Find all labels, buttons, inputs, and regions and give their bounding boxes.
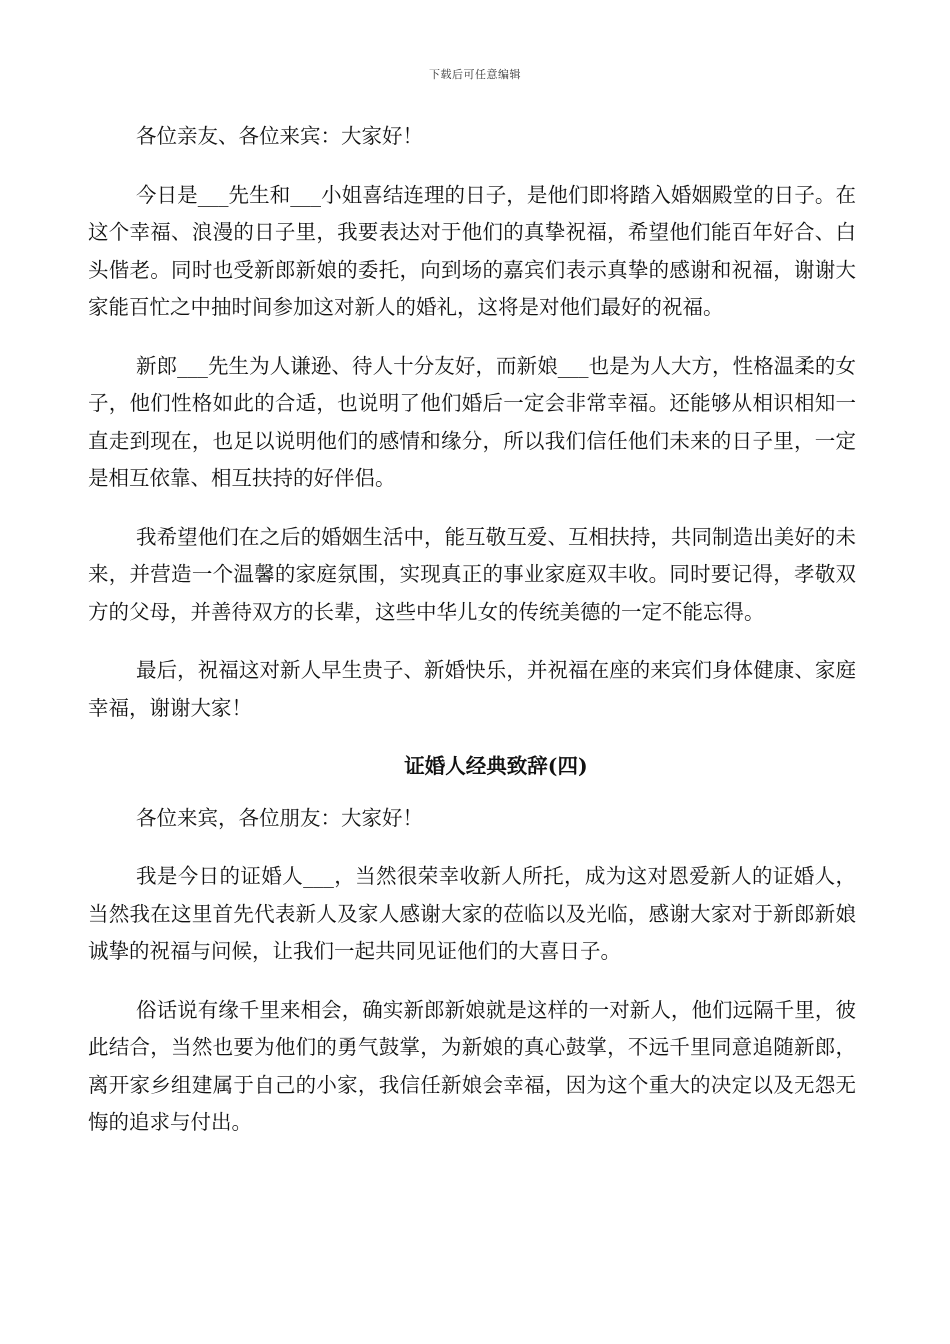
body-paragraph: 俗话说有缘千里来相会，确实新郎新娘就是这样的一对新人，他们远隔千里，彼此结合，当然也要为他们的勇气鼓掌，为新娘的真心鼓掌，不远千里同意追随新郎，离开家乡组建属于自己的小家，我信任新娘会幸福，因为这个重大的决定以及无怨无悔的追求与付出。 xyxy=(88,997,856,1134)
section-title: 证婚人经典致辞(四) xyxy=(404,754,588,778)
header-note: 下载后可任意编辑 xyxy=(429,68,521,81)
body-paragraph: 新郎___先生为人谦逊、待人十分友好，而新娘___也是为人大方，性格温柔的女子，他们性格如此的合适，也说明了他们婚后一定会非常幸福。还能够从相识相知一直走到现在，也足以说明他们的感情和缘分，所以我们信任他们未来的日子里，一定是相互依靠、相互扶持的好伴侣。 xyxy=(88,353,856,490)
greeting-paragraph: 各位来宾，各位朋友：大家好！ xyxy=(136,805,423,830)
body-paragraph: 今日是___先生和___小姐喜结连理的日子，是他们即将踏入婚姻殿堂的日子。在这个幸福、浪漫的日子里，我要表达对于他们的真挚祝福，希望他们能百年好合、白头偕老。同时也受新郎新娘的委托，向到场的嘉宾们表示真挚的感谢和祝福，谢谢大家能百忙之中抽时间参加这对新人的婚礼，这将是对他们最好的祝福。 xyxy=(88,182,856,319)
closing-paragraph: 最后，祝福这对新人早生贵子、新婚快乐，并祝福在座的来宾们身体健康、家庭幸福，谢谢大家！ xyxy=(88,658,856,720)
greeting-paragraph: 各位亲友、各位来宾：大家好！ xyxy=(136,124,423,148)
body-paragraph: 我是今日的证婚人___，当然很荣幸收新人所托，成为这对恩爱新人的证婚人，当然我在这里首先代表新人及家人感谢大家的莅临以及光临，感谢大家对于新郎新娘诚挚的祝福与问候，让我们一起共同见证他们的大喜日子。 xyxy=(88,864,856,963)
document-body xyxy=(88,118,856,1142)
body-paragraph: 我希望他们在之后的婚姻生活中，能互敬互爱、互相扶持，共同制造出美好的未来，并营造一个温馨的家庭氛围，实现真正的事业家庭双丰收。同时要记得，孝敬双方的父母，并善待双方的长辈，这些中华儿女的传统美德的一定不能忘得。 xyxy=(88,524,856,624)
